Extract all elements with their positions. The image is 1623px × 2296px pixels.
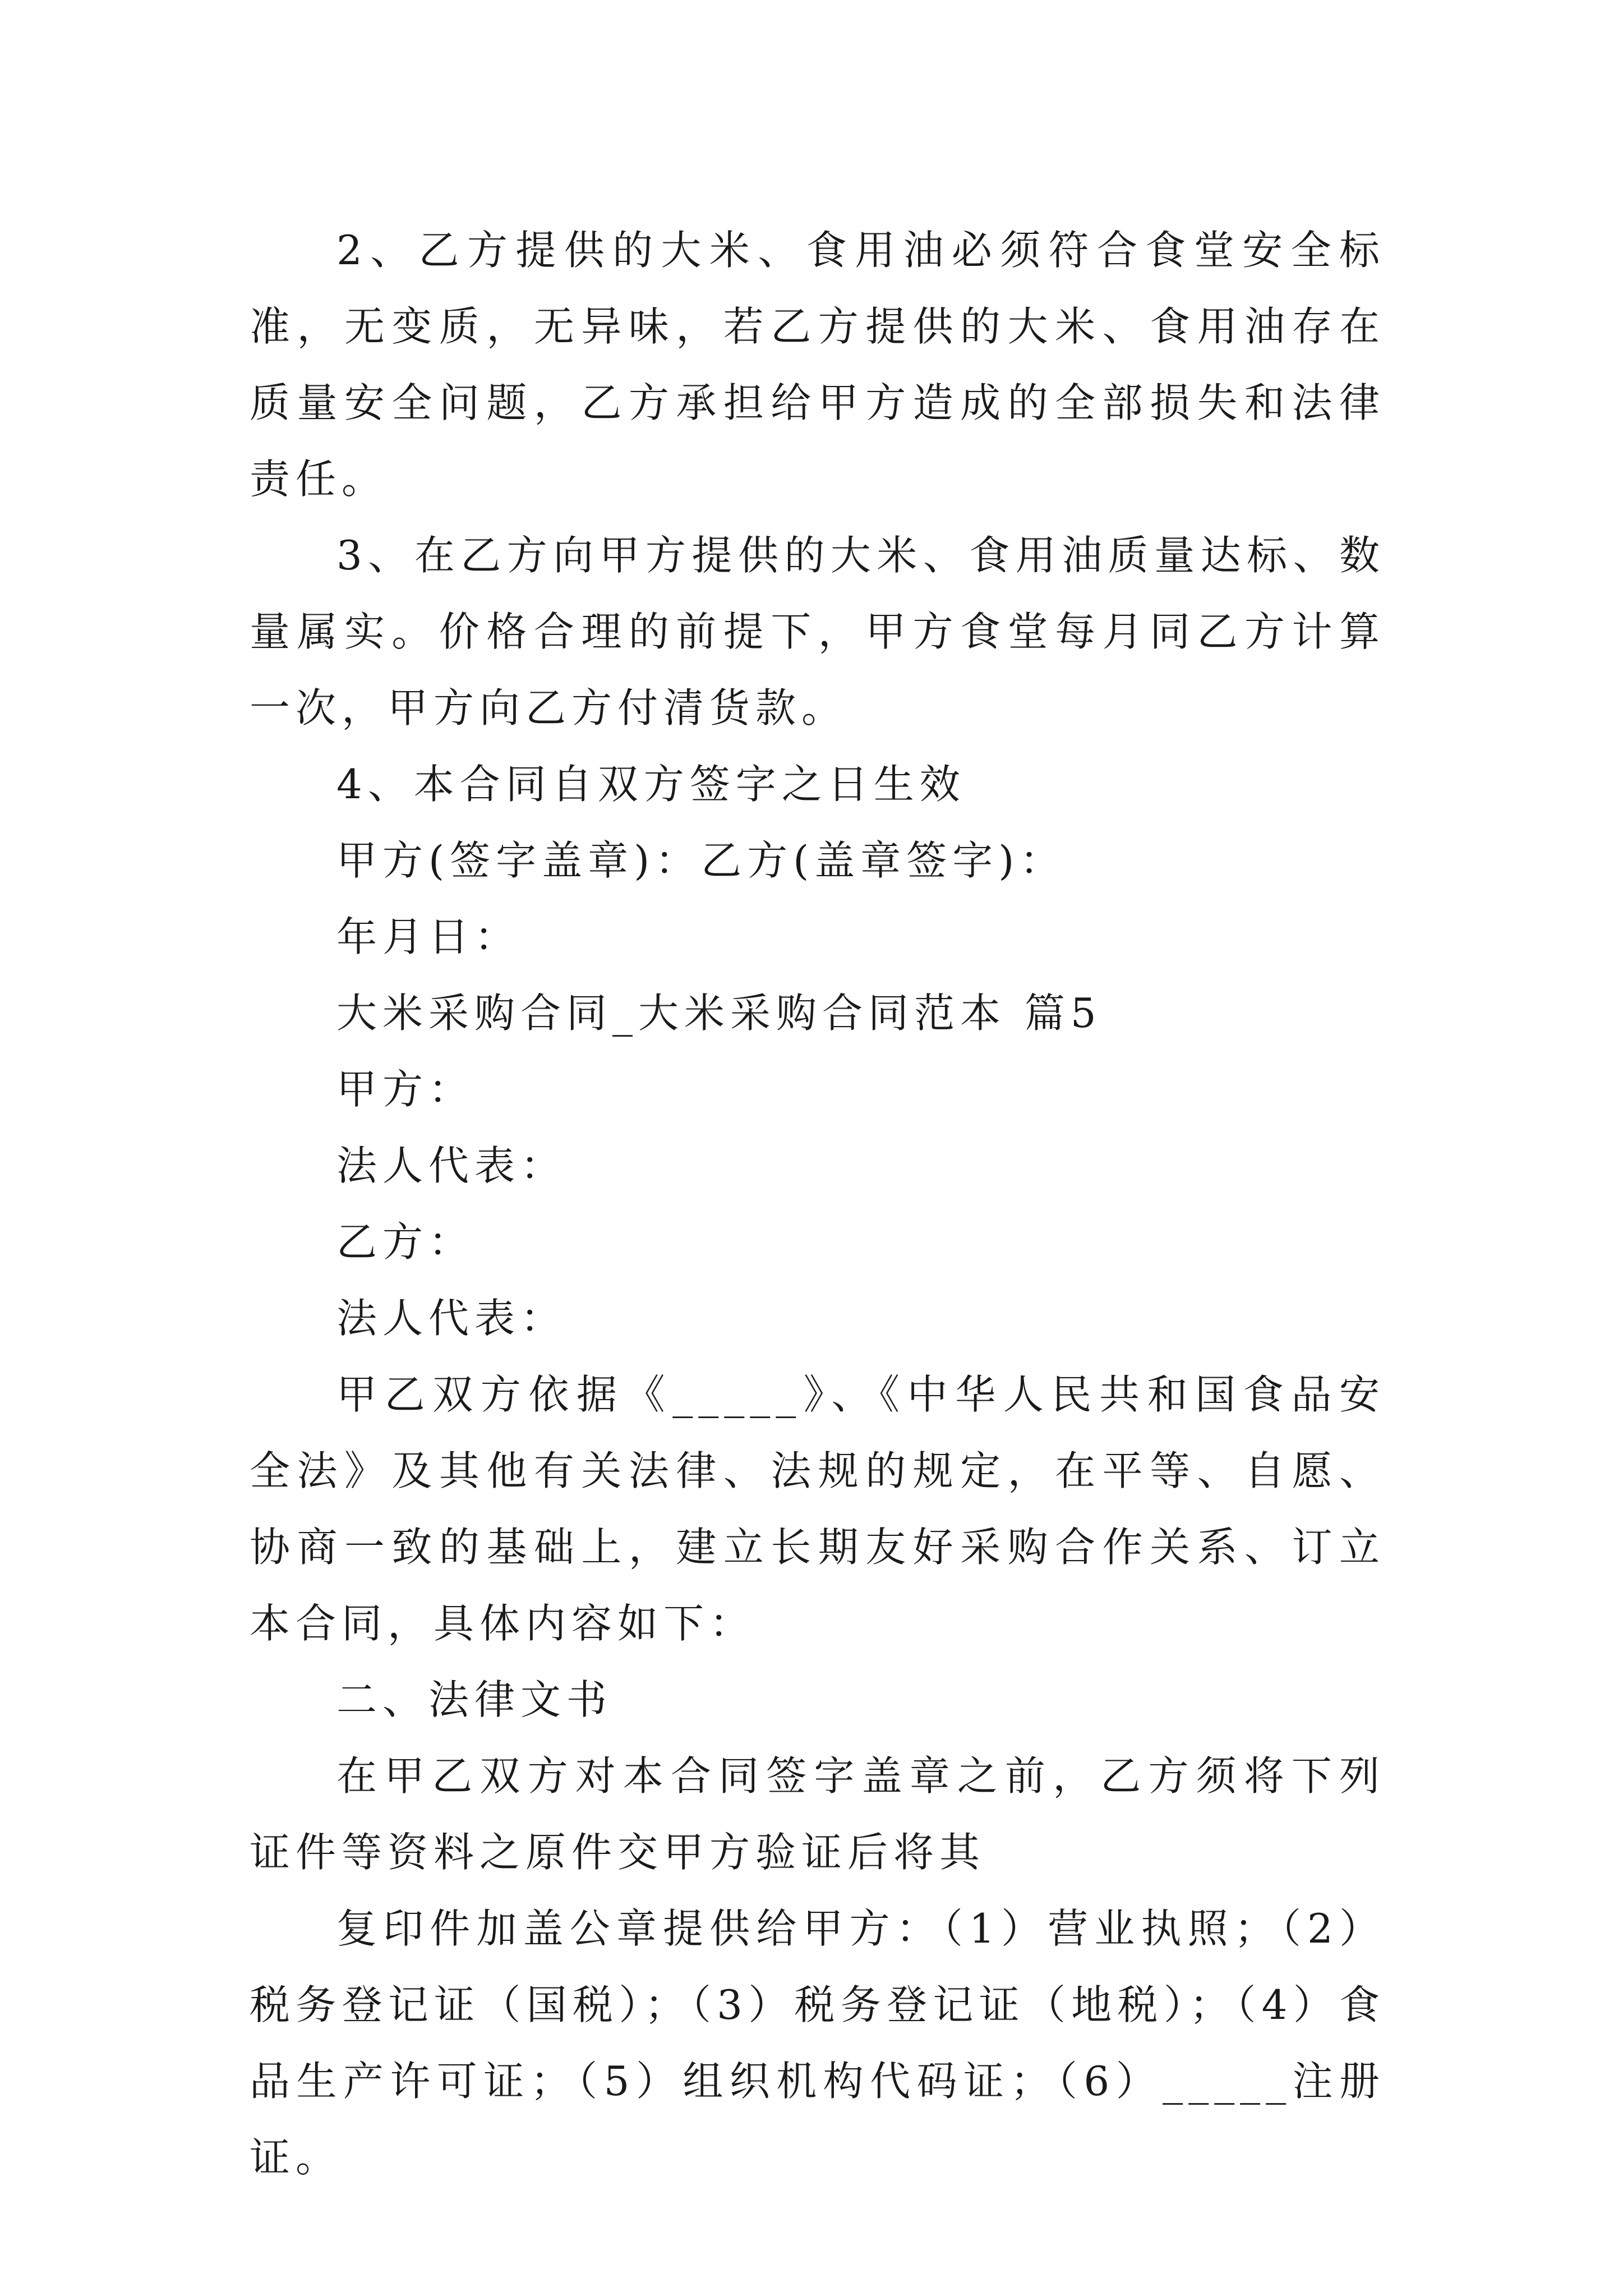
legal-documents-paragraph: 在甲乙双方对本合同签字盖章之前，乙方须将下列证件等资料之原件交甲方验证后将其: [250, 1752, 1385, 1876]
date-line: 年月日：: [336, 913, 521, 960]
party-b-line: 乙方：: [336, 1218, 475, 1266]
certificates-paragraph: 复印件加盖公章提供给甲方：（1）营业执照；（2）税务登记证（国税）；（3）税务登记证（地税）；（4）食品生产许可证；（5）组织机构代码证；（6）_____注册证。: [250, 1905, 1385, 2181]
document-body: [250, 212, 1385, 2196]
section-title: 大米采购合同_大米采购合同范本 篇5: [336, 990, 1102, 1037]
clause-3-paragraph: 3、在乙方向甲方提供的大米、食用油质量达标、数量属实。价格合理的前提下，甲方食堂每月同乙方计算一次，甲方向乙方付清货款。: [250, 532, 1385, 731]
party-b-representative-line: 法人代表：: [336, 1295, 567, 1342]
clause-2-paragraph: 2、乙方提供的大米、食用油必须符合食堂安全标准，无变质，无异味，若乙方提供的大米、食用油存在质量安全问题，乙方承担给甲方造成的全部损失和法律责任。: [250, 227, 1385, 503]
legal-documents-heading: 二、法律文书: [336, 1676, 613, 1723]
party-a-line: 甲方：: [336, 1066, 475, 1113]
signature-line: 甲方(签字盖章)：乙方(盖章签字)：: [336, 837, 1066, 884]
party-a-representative-line: 法人代表：: [336, 1142, 567, 1189]
clause-4-paragraph: 4、本合同自双方签字之日生效: [336, 761, 966, 808]
preamble-paragraph: 甲乙双方依据《_____》、《中华人民共和国食品安全法》及其他有关法律、法规的规定，在平等、自愿、协商一致的基础上，建立长期友好采购合作关系、订立本合同，具体内容如下：: [250, 1371, 1385, 1647]
